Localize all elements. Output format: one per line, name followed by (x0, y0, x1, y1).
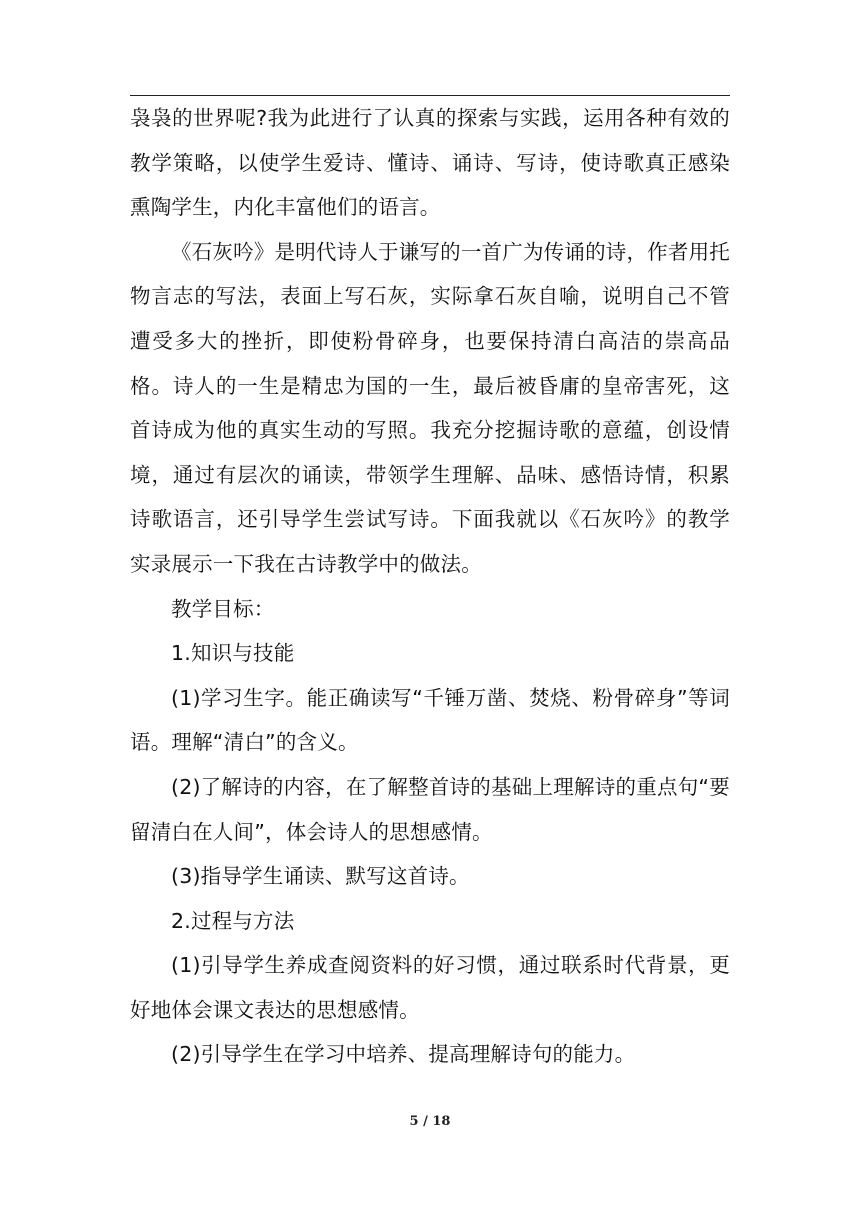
goal-item-1: (1)学习生字。能正确读写“千锤万凿、焚烧、粉骨碎身”等词语。理解“清白”的含义。 (130, 685, 730, 755)
goal-item-3: (3)指导学生诵读、默写这首诗。 (171, 864, 470, 889)
goal-item-2: (2)了解诗的内容，在了解整首诗的基础上理解诗的重点句“要留清白在人间”，体会诗人的思想感情。 (130, 774, 730, 844)
paragraph-poem-introduction: 《石灰吟》是明代诗人于谦写的一首广为传诵的诗，作者用托物言志的写法，表面上写石灰，实际拿石灰自喻，说明自己不管遭受多大的挫折，即使粉骨碎身，也要保持清白高洁的崇高品格。诗人的一生是精忠为国的一生，最后被昏庸的皇帝害死，这首诗成为他的真实生动的写照。我充分挖掘诗歌的意蕴，创设情境，通过有层次的诵读，带领学生理解、品味、感悟诗情，积累诗歌语言，还引导学生尝试写诗。下面我就以《石灰吟》的教学实录展示一下我在古诗教学中的做法。 (130, 239, 730, 576)
heading-knowledge-skills: 1.知识与技能 (171, 641, 295, 666)
paragraph-intro-continued: 袅袅的世界呢?我为此进行了认真的探索与实践，运用各种有效的教学策略，以使学生爱诗、懂诗、诵诗、写诗，使诗歌真正感染熏陶学生，内化丰富他们的语言。 (130, 106, 730, 220)
page-number: 5 / 18 (409, 1114, 451, 1129)
heading-process-methods: 2.过程与方法 (171, 908, 295, 933)
heading-teaching-goals: 教学目标： (171, 596, 275, 621)
body-text (130, 96, 730, 1077)
method-item-2: (2)引导学生在学习中培养、提高理解诗句的能力。 (171, 1042, 636, 1067)
method-item-1: (1)引导学生养成查阅资料的好习惯，通过联系时代背景，更好地体会课文表达的思想感情。 (130, 953, 730, 1022)
